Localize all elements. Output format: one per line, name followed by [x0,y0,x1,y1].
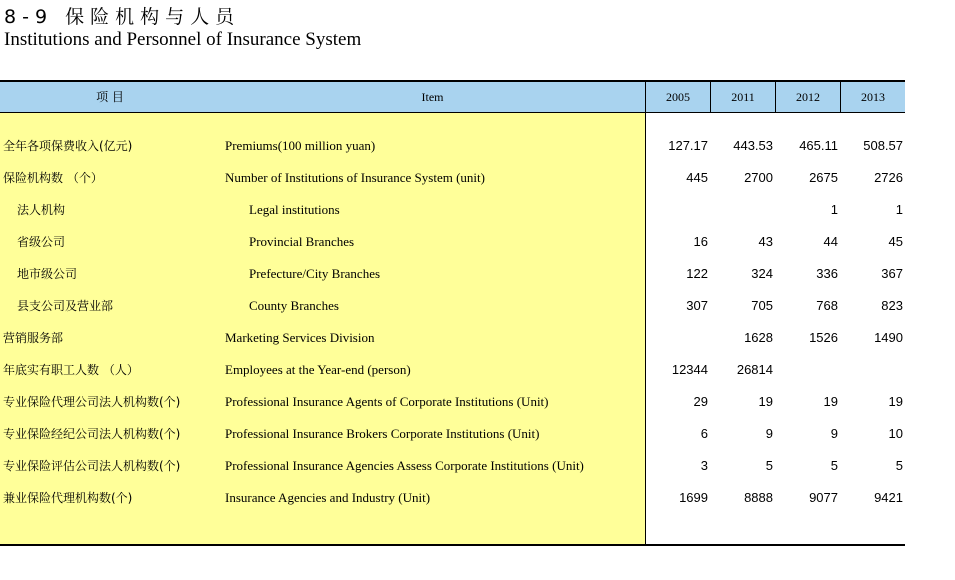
row-value-2012: 5 [830,458,838,473]
row-value-2012: 465.11 [799,138,838,153]
row-label-cn: 法人机构 [17,203,66,217]
table-title-english: Institutions and Personnel of Insurance System [4,29,362,50]
row-value-2005: 3 [700,458,708,473]
row-value-2013: 1490 [874,330,903,345]
row-value-2011: 2700 [744,170,773,185]
header-year-2013: 2013 [861,90,885,104]
table-row [0,130,905,162]
row-value-2005: 12344 [671,362,708,377]
row-label-en: Professional Insurance Agencies Assess Corporate Institutions (Unit) [225,458,584,473]
header-item-en: Item [421,90,444,104]
row-value-2005: 6 [700,426,708,441]
row-value-2011: 443.53 [733,138,773,153]
row-value-2005: 29 [693,394,708,409]
table-title-chinese: 8-9 保险机构与人员 [4,6,241,28]
row-value-2011: 8888 [744,490,773,505]
table-row [0,162,905,194]
table-row [0,386,905,418]
row-value-2013: 10 [888,426,903,441]
row-value-2005: 127.17 [668,138,708,153]
row-value-2012: 2675 [809,170,838,185]
table-row [0,450,905,482]
row-label-cn: 专业保险经纪公司法人机构数(个) [3,427,181,441]
row-label-cn: 专业保险评估公司法人机构数(个) [3,459,181,473]
table-row [0,226,905,258]
row-value-2011: 26814 [736,362,773,377]
row-value-2013: 1 [895,202,903,217]
table-row [0,322,905,354]
row-value-2013: 5 [895,458,903,473]
row-value-2012: 9 [830,426,838,441]
row-value-2013: 45 [888,234,903,249]
row-value-2012: 336 [816,266,838,281]
row-value-2005: 445 [686,170,708,185]
row-value-2005: 122 [686,266,708,281]
row-label-en: Professional Insurance Brokers Corporate Institutions (Unit) [225,426,540,441]
table-row [0,354,905,386]
row-label-cn: 保险机构数 （个） [3,171,103,185]
row-label-en: Employees at the Year-end (person) [225,362,411,377]
table-row [0,290,905,322]
table-row [0,194,905,226]
header-year-2011: 2011 [731,90,755,104]
table-bottom-rule [0,544,905,546]
header-item-cn: 项 目 [96,90,124,104]
row-value-2012: 1526 [809,330,838,345]
row-value-2012: 44 [823,234,838,249]
row-value-2011: 705 [751,298,773,313]
row-value-2011: 43 [758,234,773,249]
row-label-cn: 年底实有职工人数 （人） [3,363,139,377]
row-label-en: Insurance Agencies and Industry (Unit) [225,490,431,505]
row-value-2012: 19 [823,394,838,409]
row-value-2011: 324 [751,266,773,281]
row-value-2012: 9077 [809,490,838,505]
row-label-cn: 营销服务部 [3,331,64,345]
row-label-cn: 县支公司及营业部 [17,299,114,313]
row-label-en: Prefecture/City Branches [249,266,381,281]
table-row [0,482,905,514]
row-value-2012: 1 [830,202,838,217]
row-value-2011: 9 [765,426,773,441]
row-value-2011: 5 [765,458,773,473]
header-year-2012: 2012 [796,90,820,104]
row-label-cn: 专业保险代理公司法人机构数(个) [3,395,181,409]
row-label-cn: 全年各项保费收入(亿元) [3,139,133,153]
row-label-cn: 地市级公司 [17,267,78,281]
row-label-en: Premiums(100 million yuan) [225,138,376,153]
row-label-en: County Branches [249,298,339,313]
row-value-2013: 19 [888,394,903,409]
row-value-2012: 768 [816,298,838,313]
row-value-2011: 1628 [744,330,773,345]
row-value-2005: 307 [686,298,708,313]
row-label-en: Marketing Services Division [225,330,375,345]
row-label-cn: 省级公司 [17,235,66,249]
row-label-en: Provincial Branches [249,234,355,249]
row-value-2013: 9421 [874,490,903,505]
row-value-2013: 367 [881,266,903,281]
row-value-2005: 1699 [679,490,708,505]
row-value-2005: 16 [693,234,708,249]
header-year-2005: 2005 [666,90,690,104]
row-value-2013: 508.57 [863,138,903,153]
row-label-cn: 兼业保险代理机构数(个) [3,491,133,505]
row-label-en: Number of Institutions of Insurance System (unit) [225,170,485,185]
table-row [0,418,905,450]
table-row [0,258,905,290]
row-label-en: Legal institutions [249,202,340,217]
row-value-2013: 2726 [874,170,903,185]
table-header [0,82,905,113]
row-label-en: Professional Insurance Agents of Corporate Institutions (Unit) [225,394,549,409]
row-value-2011: 19 [758,394,773,409]
row-value-2013: 823 [881,298,903,313]
